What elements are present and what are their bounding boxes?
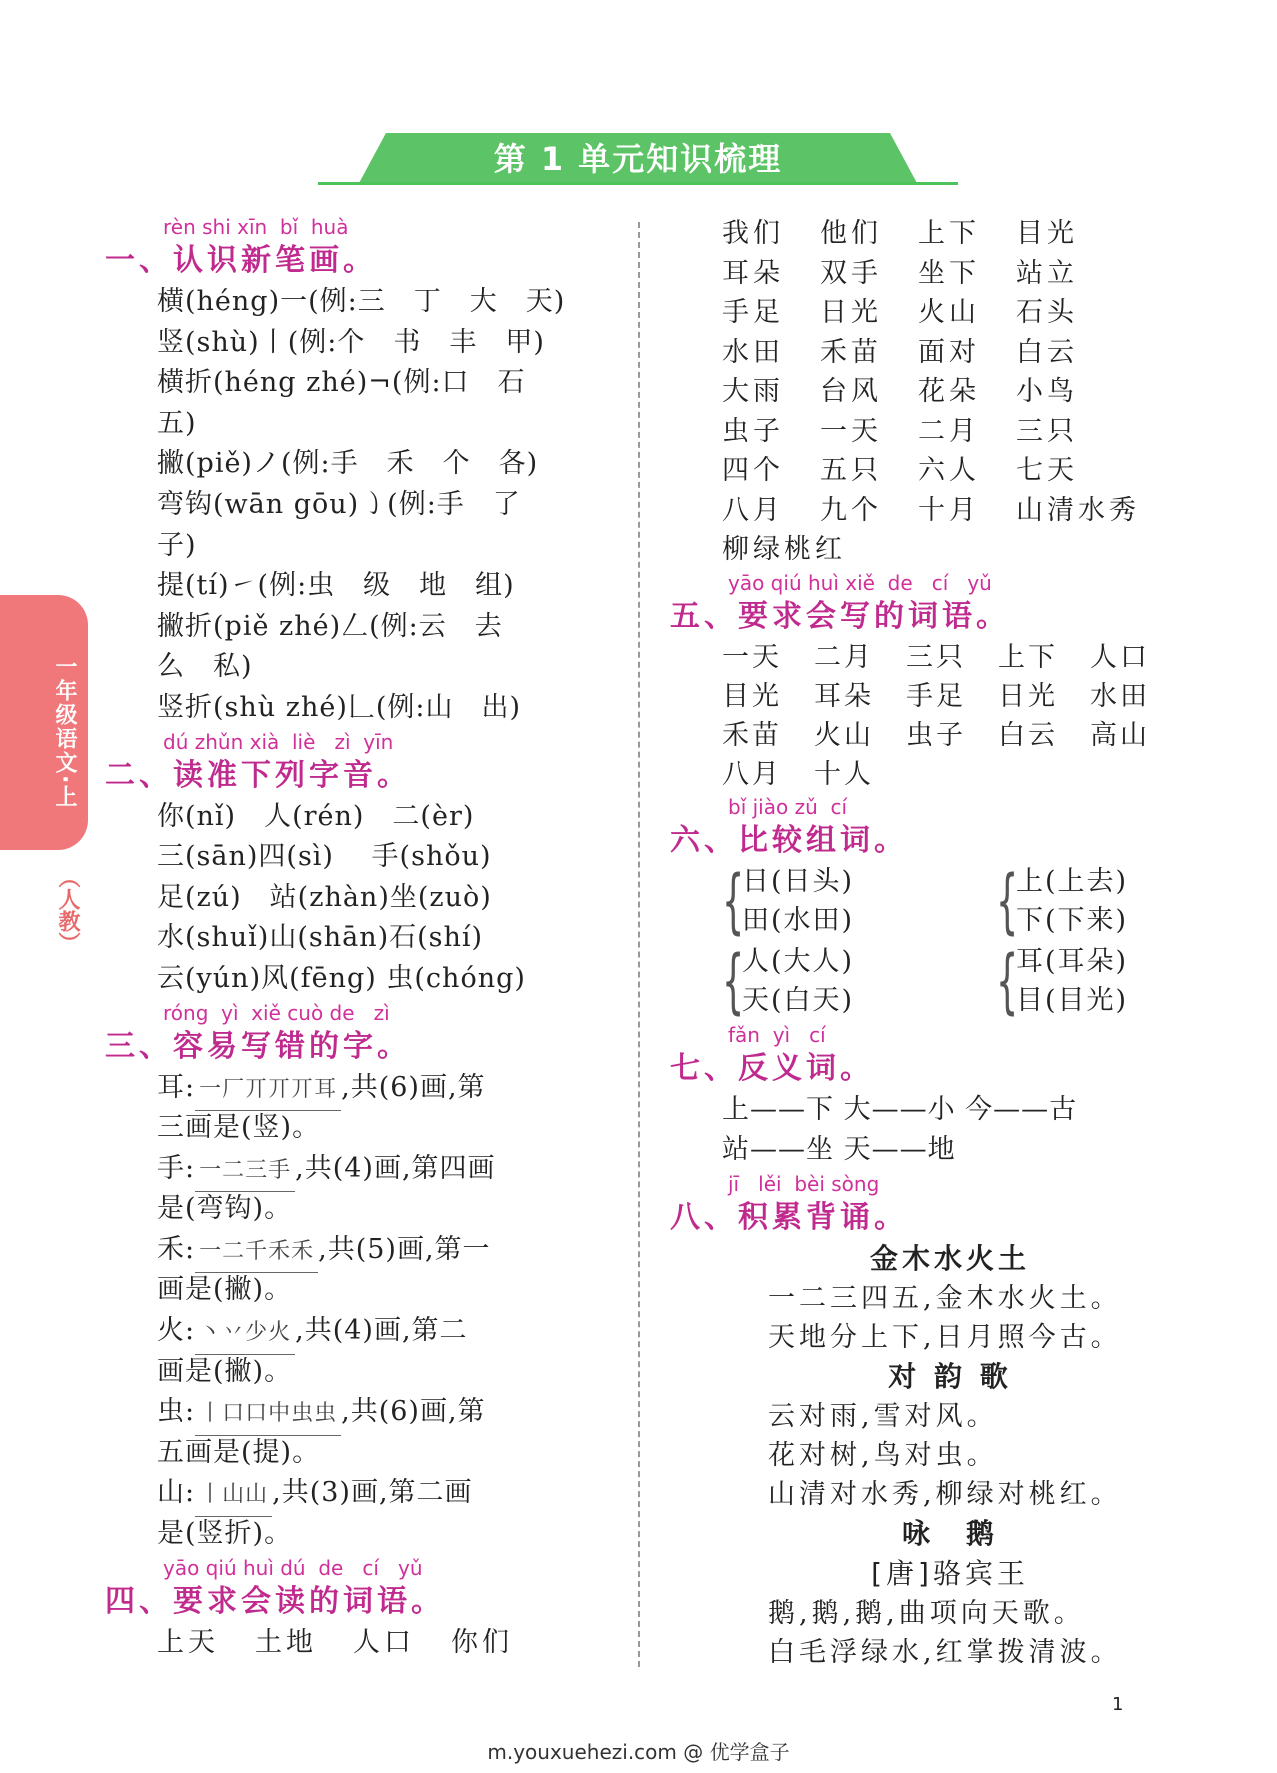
poem-title: 对 韵 歌 <box>888 1359 1012 1393</box>
word: 二月 <box>918 415 980 447</box>
word: 目光 <box>1016 218 1078 249</box>
word: 虫子 <box>722 415 784 447</box>
word: 火山 <box>918 297 980 328</box>
stroke-line: 撇折(piě zhé)𠃋(例:云 去 <box>157 610 503 642</box>
sound-line: 你(nǐ) 人(rén) 二(èr) <box>157 800 475 832</box>
word: 五只 <box>820 455 882 486</box>
word: 八月 <box>722 758 782 790</box>
banner-underline <box>318 182 958 185</box>
word: 高山 <box>1090 719 1150 751</box>
compare-pair: { 日(日头) 田(水田) <box>722 859 855 942</box>
word: 山清水秀 <box>1016 494 1140 526</box>
word: 一天 <box>820 415 882 447</box>
poem-line: 花对树,鸟对虫。 <box>768 1439 998 1471</box>
compare-pair: { 人(大人) 天(白天) <box>722 939 855 1022</box>
section-4-heading: 四、要求会读的词语。 <box>105 1583 445 1619</box>
sound-line: 足(zú) 站(zhàn)坐(zuò) <box>157 881 492 913</box>
stroke-order-item: 禾: 一二千禾禾 ,共(5)画,第一 <box>105 1230 625 1271</box>
word: 十月 <box>918 494 980 526</box>
word: 手足 <box>906 680 966 712</box>
stroke-order-item-cont: 五画是(提)。 <box>157 1436 321 1468</box>
word: 三只 <box>1016 415 1078 447</box>
word: 上天 <box>157 1626 219 1658</box>
word: 石头 <box>1016 297 1078 328</box>
word: 我们 <box>722 218 784 249</box>
poems <box>670 1239 1270 1672</box>
section-6-heading: 六、比较组词。 <box>670 822 908 858</box>
section-2-heading: 二、读准下列字音。 <box>105 757 411 793</box>
word: 十人 <box>814 758 874 790</box>
side-tab-label: 一年级语文·上 <box>52 655 77 810</box>
section-2-pinyin: dú zhǔn xià liè zì yīn <box>163 729 394 754</box>
section-1-pinyin: rèn shi xīn bǐ huà <box>163 215 349 239</box>
poem-line: 一二三四五,金木水火土。 <box>768 1282 1122 1314</box>
stroke-order-item: 虫: 丨口口中虫虫 ,共(6)画,第 <box>105 1392 625 1433</box>
compare-pair: { 耳(耳朵) 目(目光) <box>996 939 1129 1022</box>
left-column <box>105 214 625 1662</box>
stroke-order-item-cont: 三画是(竖)。 <box>157 1112 321 1144</box>
stroke-order-item: 山: 丨山山 ,共(3)画,第二画 <box>105 1473 625 1514</box>
poem-title: 咏 鹅 <box>901 1516 998 1550</box>
word: 一天 <box>722 641 782 673</box>
stroke-order-item-cont: 是(弯钩)。 <box>157 1193 293 1225</box>
word: 双手 <box>820 257 882 289</box>
stroke-order-item-cont: 画是(撇)。 <box>157 1355 293 1387</box>
section-3-pinyin: róng yì xiě cuò de zì <box>163 1000 390 1025</box>
word: 日光 <box>820 297 882 328</box>
section-6-pairs <box>670 859 1270 1022</box>
word: 小鸟 <box>1016 376 1078 407</box>
word: 火山 <box>814 719 874 751</box>
word: 上下 <box>918 218 980 249</box>
word: 七天 <box>1016 455 1078 486</box>
section-2-lines <box>105 797 625 1000</box>
antonym-line: 上——下 大——小 今——古 <box>722 1093 1078 1125</box>
page-title: 第 1 单元知识梳理 <box>493 140 783 178</box>
word: 耳朵 <box>814 680 874 712</box>
poem-title: 金木水火土 <box>869 1241 1030 1275</box>
word: 水田 <box>1090 680 1150 712</box>
section-3-heading: 三、容易写错的字。 <box>105 1028 411 1064</box>
word: 手足 <box>722 297 784 328</box>
poem-line: 云对雨,雪对风。 <box>768 1400 998 1432</box>
stroke-sequence: 丨山山 <box>195 1475 272 1517</box>
stroke-line: 横(héng)一(例:三 丁 大 天) <box>157 286 566 317</box>
stroke-line: 竖(shù)丨(例:个 书 丰 甲) <box>157 326 545 358</box>
side-tab-edition: （人教） <box>55 866 80 954</box>
poem-line: 山清对水秀,柳绿对桃红。 <box>768 1478 1122 1510</box>
sound-line: 三(sān)四(sì) 手(shǒu) <box>157 841 492 873</box>
stroke-order-item: 火: 丶丷少火 ,共(4)画,第二 <box>105 1311 625 1352</box>
poem-line: 鹅,鹅,鹅,曲项向天歌。 <box>768 1597 1085 1629</box>
section-6-pinyin: bǐ jiào zǔ cí <box>728 794 848 819</box>
poem-line: 白毛浮绿水,红掌拨清波。 <box>768 1636 1122 1668</box>
section-4-pinyin: yāo qiú huì dú de cí yǔ <box>163 1555 423 1580</box>
word: 三只 <box>906 641 966 673</box>
word: 你们 <box>451 1626 513 1658</box>
stroke-order-item-cont: 是(竖折)。 <box>157 1518 293 1550</box>
stroke-line: 弯钩(wān gōu)㇁(例:手 了 <box>157 488 521 520</box>
word: 虫子 <box>906 719 966 751</box>
footer-watermark: m.youxuehezi.com @ 优学盒子 <box>487 1740 790 1764</box>
word: 人口 <box>1090 641 1150 673</box>
word: 土地 <box>255 1626 317 1658</box>
stroke-order-item: 耳: 一厂丌丌丌耳 ,共(6)画,第 <box>105 1068 625 1109</box>
stroke-line: 竖折(shù zhé)𠃊(例:山 出) <box>157 691 522 723</box>
section-3-items <box>105 1068 625 1555</box>
compare-pair: { 上(上去) 下(下来) <box>996 859 1129 942</box>
section-7-pinyin: fǎn yì cí <box>728 1022 826 1047</box>
section-5-heading: 五、要求会写的词语。 <box>670 598 1010 634</box>
antonym-line: 站——坐 天——地 <box>722 1134 956 1166</box>
word: 禾苗 <box>820 336 882 368</box>
word: 大雨 <box>722 376 784 407</box>
stroke-sequence: 一厂丌丌丌耳 <box>195 1070 341 1112</box>
word: 禾苗 <box>722 719 782 751</box>
column-divider <box>638 222 640 1667</box>
stroke-sequence: 一二三手 <box>195 1151 295 1193</box>
stroke-line: 横折(héng zhé)¬(例:口 石 <box>157 367 526 399</box>
page-number: 1 <box>1112 1694 1124 1715</box>
word: 白云 <box>1016 336 1078 368</box>
poem-author: [唐]骆宾王 <box>871 1556 1029 1590</box>
poem-line: 天地分上下,日月照今古。 <box>768 1321 1122 1353</box>
stroke-sequence: 一二千禾禾 <box>195 1232 318 1274</box>
stroke-order-item-cont: 画是(撇)。 <box>157 1274 293 1306</box>
word: 坐下 <box>918 257 980 289</box>
stroke-sequence: 丶丷少火 <box>195 1313 295 1355</box>
section-8-heading: 八、积累背诵。 <box>670 1199 908 1235</box>
word: 四个 <box>722 455 784 486</box>
section-5-words <box>670 638 1270 794</box>
sound-line: 水(shuǐ)山(shān)石(shí) <box>157 922 484 954</box>
section-8-pinyin: jī lěi bèi sòng <box>728 1171 880 1196</box>
word: 水田 <box>722 336 784 368</box>
right-column <box>670 214 1270 1672</box>
word: 白云 <box>998 719 1058 751</box>
stroke-line: 提(tí)㇀(例:虫 级 地 组) <box>157 570 515 602</box>
word: 目光 <box>722 680 782 712</box>
title-banner <box>318 133 958 185</box>
section-7-heading: 七、反义词。 <box>670 1050 874 1086</box>
stroke-sequence: 丨口口中虫虫 <box>195 1394 341 1436</box>
word: 上下 <box>998 641 1058 673</box>
word: 八月 <box>722 494 784 526</box>
section-1-heading: 一、认识新笔画。 <box>105 243 377 278</box>
stroke-line: 撇(piě)ノ(例:手 禾 个 各) <box>157 448 539 480</box>
word: 面对 <box>918 336 980 368</box>
sound-line: 云(yún)风(fēng) 虫(chóng) <box>157 962 526 994</box>
word: 耳朵 <box>722 257 784 289</box>
section-4-words <box>105 1623 625 1663</box>
word: 他们 <box>820 218 882 249</box>
word: 站立 <box>1016 257 1078 289</box>
word: 花朵 <box>918 376 980 407</box>
word: 二月 <box>814 641 874 673</box>
section-1-lines <box>105 282 625 729</box>
word: 六人 <box>918 455 980 486</box>
stroke-line: 五) <box>157 407 197 439</box>
stroke-order-item: 手: 一二三手 ,共(4)画,第四画 <box>105 1149 625 1190</box>
stroke-line: 么 私) <box>157 651 253 683</box>
stroke-line: 子) <box>157 529 197 561</box>
word: 台风 <box>820 376 882 407</box>
section-5-pinyin: yāo qiú huì xiě de cí yǔ <box>728 570 992 595</box>
word: 日光 <box>998 680 1058 712</box>
section-4-words-continued <box>670 214 1270 570</box>
word: 人口 <box>353 1626 415 1658</box>
word: 九个 <box>820 494 882 526</box>
word: 柳绿桃红 <box>722 534 846 565</box>
